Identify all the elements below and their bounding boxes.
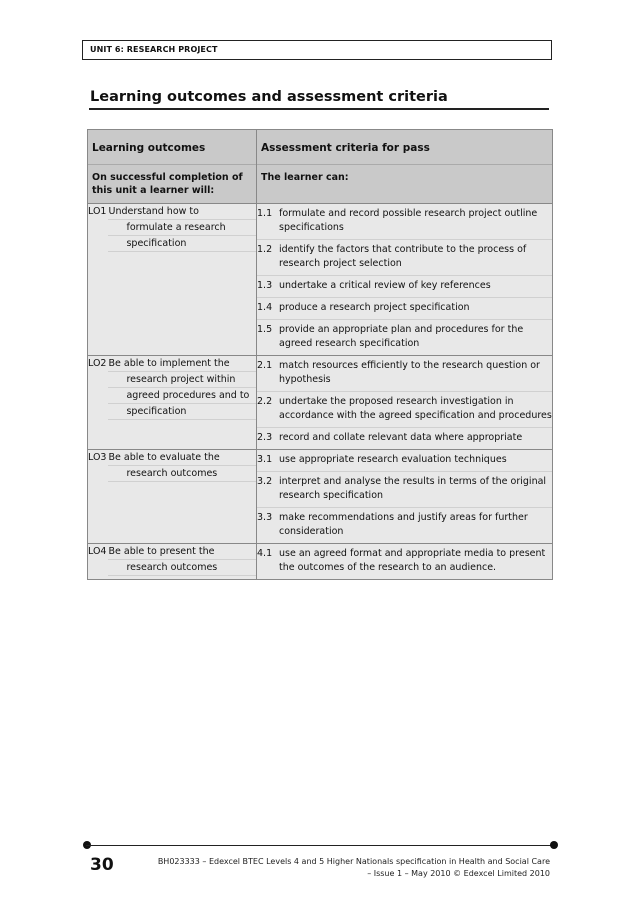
criterion-text: provide an appropriate plan and procedures for the agreed research specification: [279, 324, 524, 349]
criteria-cell: [257, 204, 553, 356]
criteria-cell: [257, 544, 553, 580]
criterion-item: [257, 320, 552, 355]
criterion-item: [257, 240, 552, 276]
criteria-cell: [257, 450, 553, 544]
criterion-number: 1.1: [257, 208, 273, 219]
outcome-cell: [88, 544, 257, 580]
criterion-text: match resources efficiently to the research question or hypothesis: [279, 360, 540, 385]
criterion-number: 1.2: [257, 244, 273, 255]
criterion-number: 3.3: [257, 512, 273, 523]
criterion-item: [257, 544, 552, 579]
criterion-number: 2.1: [257, 360, 273, 371]
criterion-number: 4.1: [257, 548, 273, 559]
title-underline: [89, 108, 549, 110]
header-title-outcomes: Learning outcomes: [92, 142, 206, 154]
criterion-number: 3.1: [257, 454, 273, 465]
outcome-text-line: Be able to implement the: [108, 356, 256, 372]
table-row: [88, 204, 553, 356]
criterion-item: [257, 298, 552, 320]
learning-outcomes-table: [87, 129, 553, 580]
criterion-number: 1.5: [257, 324, 273, 335]
outcome-code: LO2: [88, 358, 107, 369]
outcome-code: LO1: [88, 206, 107, 217]
header-title-criteria: Assessment criteria for pass: [261, 142, 430, 154]
criterion-text: use appropriate research evaluation techniques: [279, 454, 507, 465]
outcome-cell: [88, 450, 257, 544]
outcome-text-line: specification: [108, 404, 256, 420]
criterion-text: formulate and record possible research project outline specifications: [279, 208, 538, 233]
page-number: 30: [90, 855, 114, 875]
outcome-text-line: Understand how to: [108, 204, 256, 220]
header-sub-outcomes: On successful completion of this unit a learner will:: [88, 164, 256, 203]
footer-rule-dot-right: [550, 841, 558, 849]
criterion-item: [257, 450, 552, 472]
outcome-text-line: Be able to present the: [108, 544, 256, 560]
criterion-text: undertake a critical review of key references: [279, 280, 491, 291]
header-sub-criteria: The learner can:: [257, 164, 552, 190]
criterion-item: [257, 356, 552, 392]
criterion-item: [257, 428, 552, 449]
criterion-item: [257, 204, 552, 240]
criterion-number: 2.2: [257, 396, 273, 407]
header-cell-outcomes: [88, 130, 257, 204]
outcome-text-line: research outcomes: [108, 560, 256, 576]
outcome-text-line: Be able to evaluate the: [108, 450, 256, 466]
criterion-number: 3.2: [257, 476, 273, 487]
criteria-cell: [257, 356, 553, 450]
table-row: [88, 544, 553, 580]
criterion-text: interpret and analyse the results in terms of the original research specification: [279, 476, 547, 501]
outcome-text-line: agreed procedures and to: [108, 388, 256, 404]
unit-header-label: UNIT 6: RESEARCH PROJECT: [90, 45, 218, 54]
criterion-text: identify the factors that contribute to the process of research project selection: [279, 244, 527, 269]
criterion-item: [257, 276, 552, 298]
criterion-text: undertake the proposed research investigation in accordance with the agreed specification and procedures: [279, 396, 552, 421]
header-cell-criteria: [257, 130, 553, 204]
outcome-cell: [88, 356, 257, 450]
criterion-number: 2.3: [257, 432, 273, 443]
section-title: Learning outcomes and assessment criteria: [90, 89, 448, 105]
criterion-text: produce a research project specification: [279, 302, 470, 313]
unit-header-box: [82, 40, 552, 60]
criterion-text: use an agreed format and appropriate media to present the outcomes of the research to an audience.: [279, 548, 546, 573]
table-row: [88, 356, 553, 450]
outcome-code: LO4: [88, 546, 107, 557]
criterion-text: make recommendations and justify areas for further consideration: [279, 512, 528, 537]
outcome-text-line: research project within: [108, 372, 256, 388]
footer-rule: [86, 845, 554, 846]
outcome-text-line: specification: [108, 236, 256, 252]
table-header-row: [88, 130, 553, 204]
outcome-cell: [88, 204, 257, 356]
criterion-item: [257, 472, 552, 508]
criterion-text: record and collate relevant data where appropriate: [279, 432, 523, 443]
footer-citation: [158, 856, 550, 880]
criterion-item: [257, 392, 552, 428]
outcome-text-line: formulate a research: [108, 220, 256, 236]
criterion-number: 1.3: [257, 280, 273, 291]
footer-line-1: BH023333 – Edexcel BTEC Levels 4 and 5 Higher Nationals specification in Health and Social Care: [157, 857, 550, 866]
criterion-number: 1.4: [257, 302, 273, 313]
footer-line-2: – Issue 1 – May 2010 © Edexcel Limited 2010: [367, 869, 550, 878]
table-row: [88, 450, 553, 544]
outcome-text-line: research outcomes: [108, 466, 256, 482]
criterion-item: [257, 508, 552, 543]
outcome-code: LO3: [88, 452, 107, 463]
